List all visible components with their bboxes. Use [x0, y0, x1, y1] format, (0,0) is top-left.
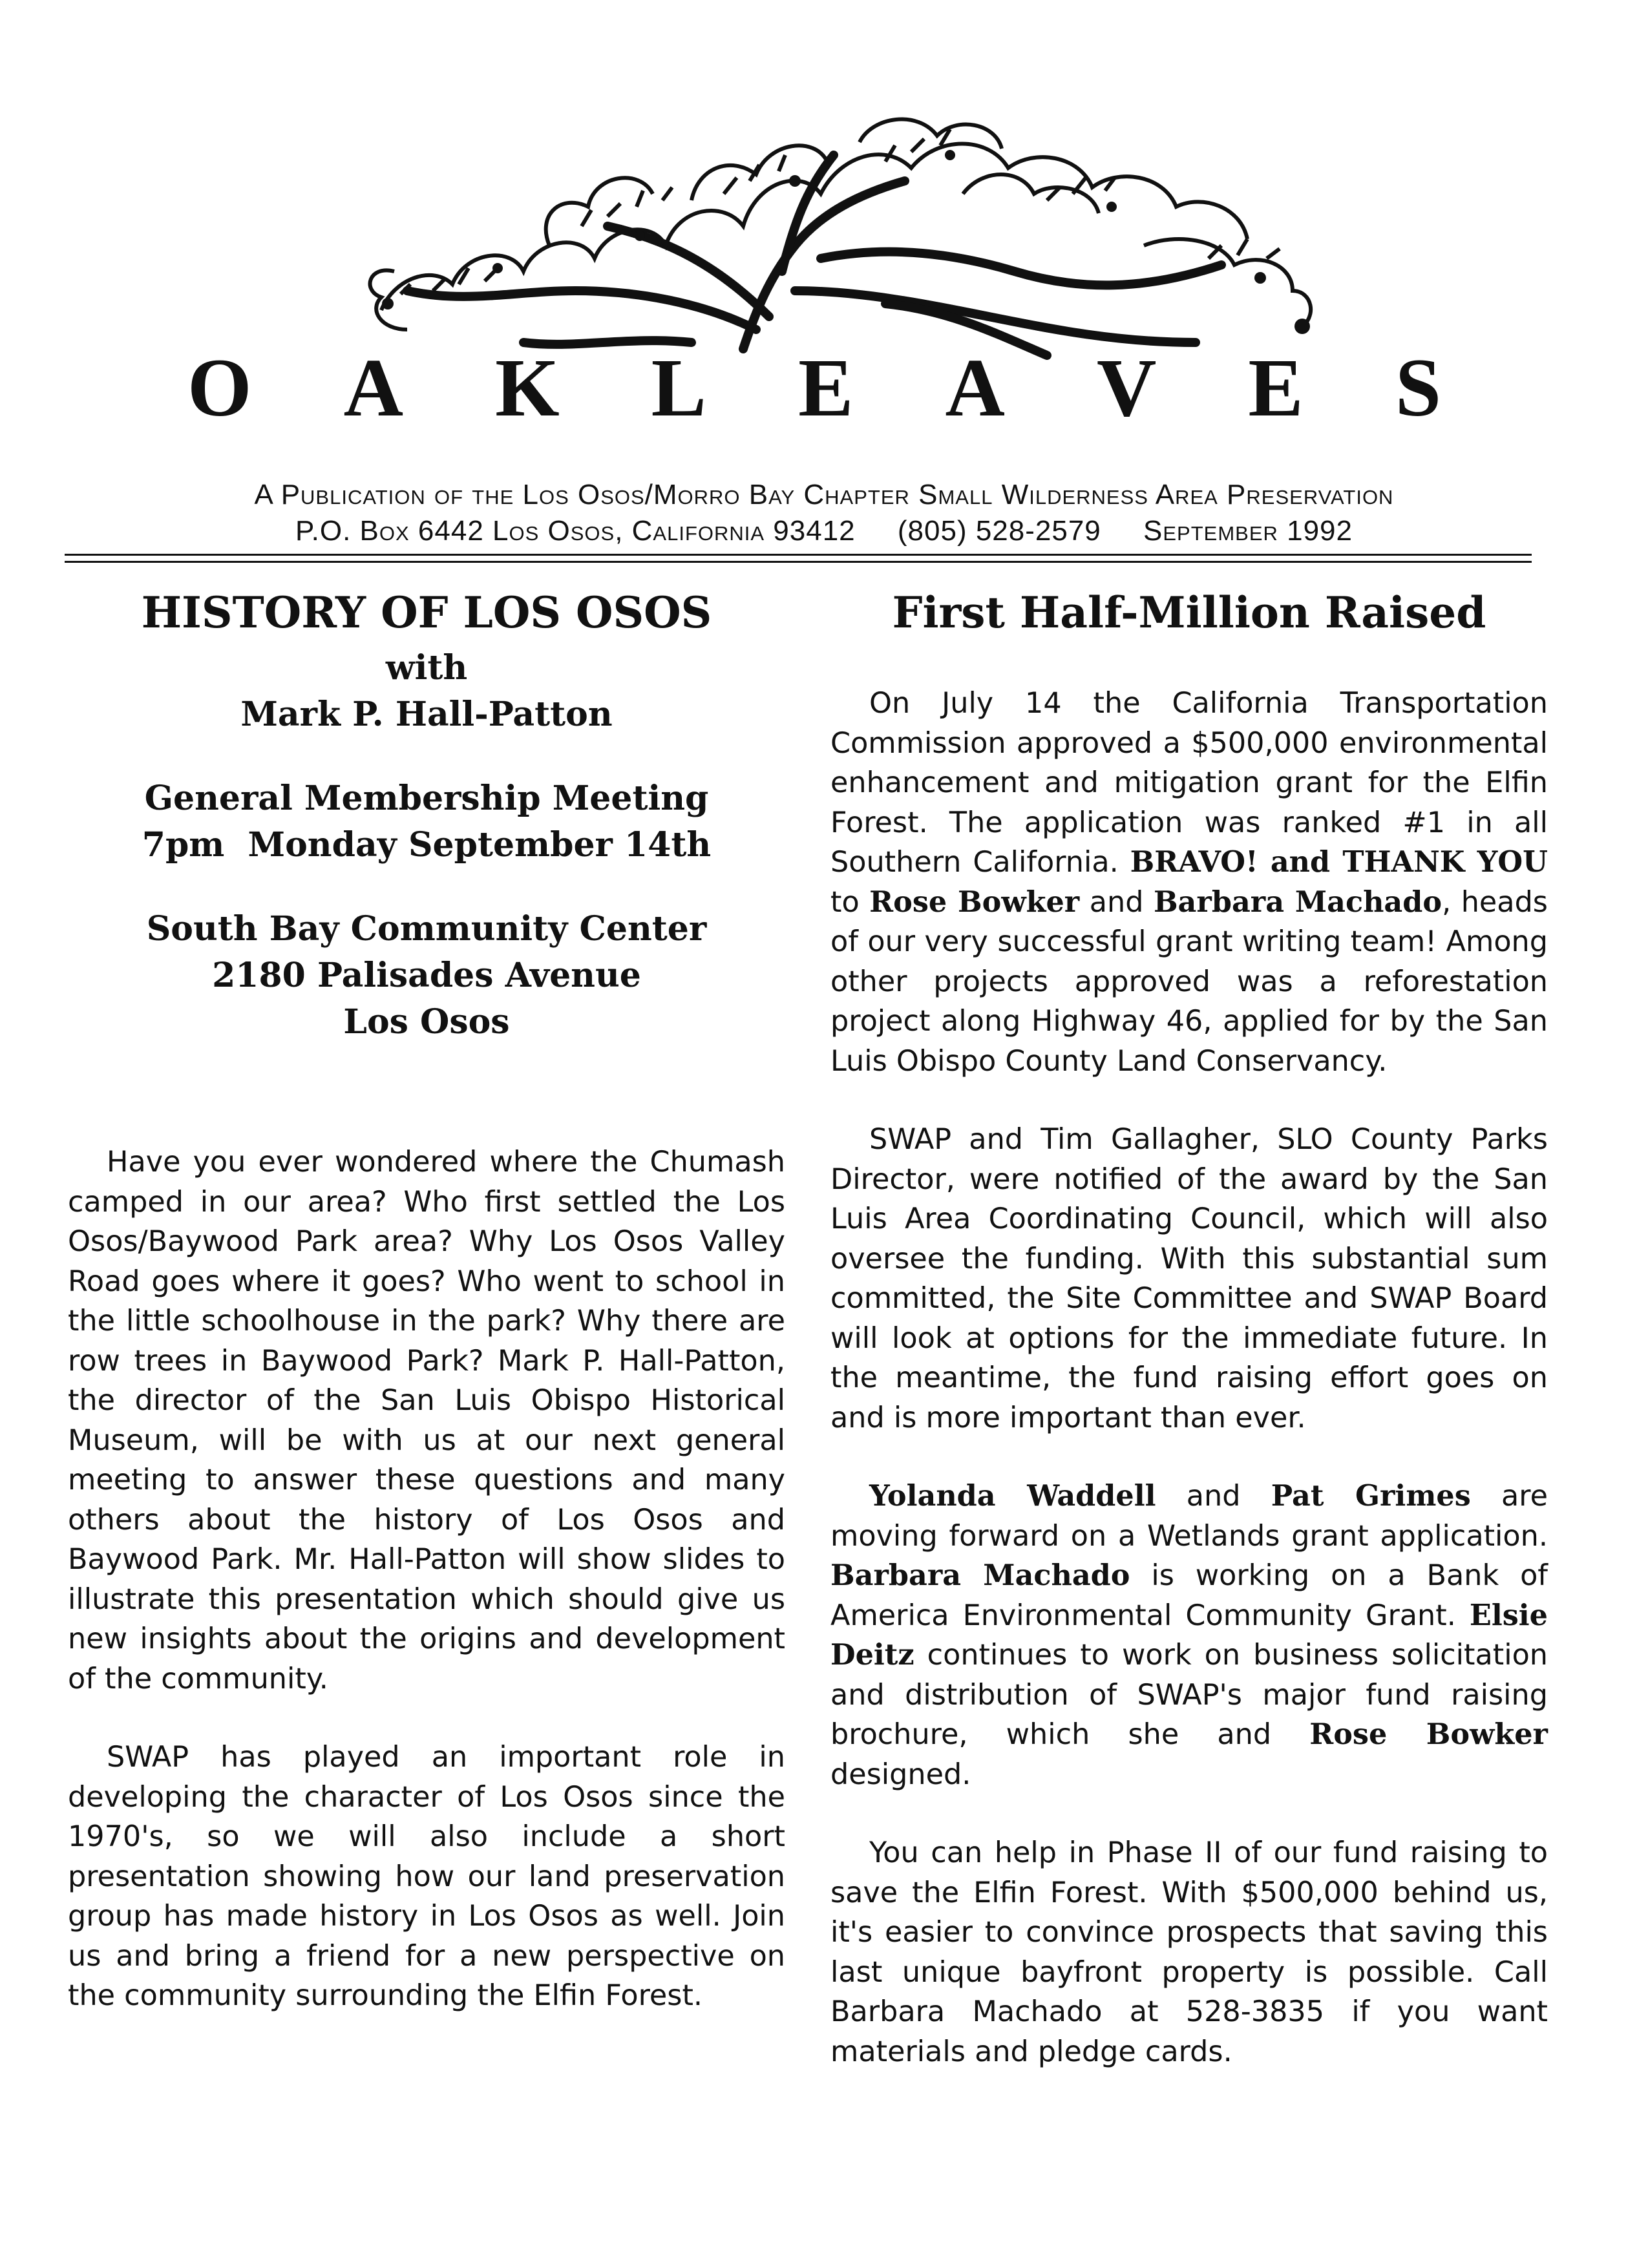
- title-letter: E: [1248, 342, 1304, 434]
- right-column: [830, 569, 1548, 2072]
- divider: [65, 561, 1532, 563]
- grant-paragraph-1: On July 14 the California Transportation Commission approved a $500,000 environmental enhancement and mitigation grant for the Elfin Forest. The application was ranked #1 in all Southern California. BRAVO! and THANK YOU to Rose Bowker and Barbara Machado, heads of our very successful grant writing team! Among other projects approved was a reforestation project along Highway 46, applied for by the San Luis Obispo County Land Conservancy.: [830, 687, 1548, 1078]
- person-name: Pat Grimes: [1271, 1479, 1471, 1513]
- title-letter: L: [651, 342, 707, 434]
- phone-number: (805) 528-2579: [897, 515, 1101, 547]
- title-letter: S: [1395, 342, 1441, 434]
- person-name: Barbara Machado: [1153, 885, 1442, 919]
- title-letter: K: [495, 342, 560, 434]
- person-name: Barbara Machado: [830, 1559, 1130, 1592]
- divider: [65, 554, 1532, 556]
- title-letter: V: [1096, 342, 1157, 434]
- person-name: Yolanda Waddell: [869, 1479, 1156, 1513]
- history-headline: HISTORY OF LOS OSOS: [141, 587, 712, 638]
- grant-paragraph-3: Yolanda Waddell and Pat Grimes are moving forward on a Wetlands grant application. Barbara Machado is working on a Bank of America Environmental Community Grant. Elsie Deitz continues to work on business solicitation and distribution of SWAP's major fund raising brochure, which she and Rose Bowker designed.: [830, 1479, 1548, 1791]
- speaker-name: Mark P. Hall-Patton: [240, 695, 613, 734]
- grant-paragraph-2: SWAP and Tim Gallagher, SLO County Parks Director, were notified of the award by the San Luis Area Coordinating Council, which will also oversee the funding. With this substantial sum committed, the Site Committee and SWAP Board will look at options for the immediate future. In the meantime, the fund raising effort goes on and is more important than ever.: [830, 1123, 1548, 1434]
- oak-tree-logo: [304, 97, 1364, 368]
- person-name: Rose Bowker: [1309, 1717, 1548, 1751]
- venue-name: South Bay Community Center: [146, 909, 707, 949]
- venue-street: 2180 Palisades Avenue: [212, 956, 641, 995]
- meeting-time: 7pm Monday September 14th: [142, 825, 712, 865]
- history-paragraph-1: Have you ever wondered where the Chumash camped in our area? Who first settled the Los Osos/Baywood Park area? Why Los Osos Valley Road goes where it goes? Who went to school in the little schoolhouse in the park? Why there are row trees in Baywood Park? Mark P. Hall-Patton, the director of the San Luis Obispo Historical Museum, will be with us at our next general meeting to answer these questions and many others about the history of Los Osos and Baywood Park. Mr. Hall-Patton will show slides to illustrate this presentation which should give us new insights about the origins and development of the community.: [68, 1146, 785, 1696]
- address-line: [0, 513, 1648, 549]
- meeting-title: General Membership Meeting: [144, 779, 709, 818]
- publication-line: A Publication of the Los Osos/Morro Bay Chapter Small Wilderness Area Preservation: [254, 479, 1394, 510]
- person-name: Rose Bowker: [869, 885, 1080, 919]
- history-paragraph-2: SWAP has played an important role in developing the character of Los Osos since the 1970's, so we will also include a short presentation showing how our land preservation group has made history in Los Osos as well. Join us and bring a friend for a new perspective on the community surrounding the Elfin Forest.: [68, 1741, 785, 2012]
- masthead-title: [187, 339, 1441, 436]
- with-label: with: [385, 648, 468, 688]
- title-letter: O: [187, 342, 252, 434]
- person-name: Elsie Deitz: [830, 1598, 1548, 1672]
- title-letter: A: [945, 342, 1005, 434]
- grant-paragraph-4: You can help in Phase II of our fund raising to save the Elfin Forest. With $500,000 behind us, it's easier to convince prospects that saving this last unique bayfront property is possible. Call Barbara Machado at 528-3835 if you want materials and pledge cards.: [830, 1836, 1548, 2068]
- title-letter: A: [343, 342, 404, 434]
- title-letter: E: [798, 342, 854, 434]
- issue-date: September 1992: [1143, 515, 1353, 547]
- mailing-address: P.O. Box 6442 Los Osos, California 93412: [295, 515, 856, 547]
- venue-city: Los Osos: [343, 1002, 510, 1042]
- left-column: [68, 569, 785, 2016]
- bravo-thanks: BRAVO! and THANK YOU: [1130, 845, 1548, 879]
- half-million-headline: First Half-Million Raised: [892, 587, 1486, 638]
